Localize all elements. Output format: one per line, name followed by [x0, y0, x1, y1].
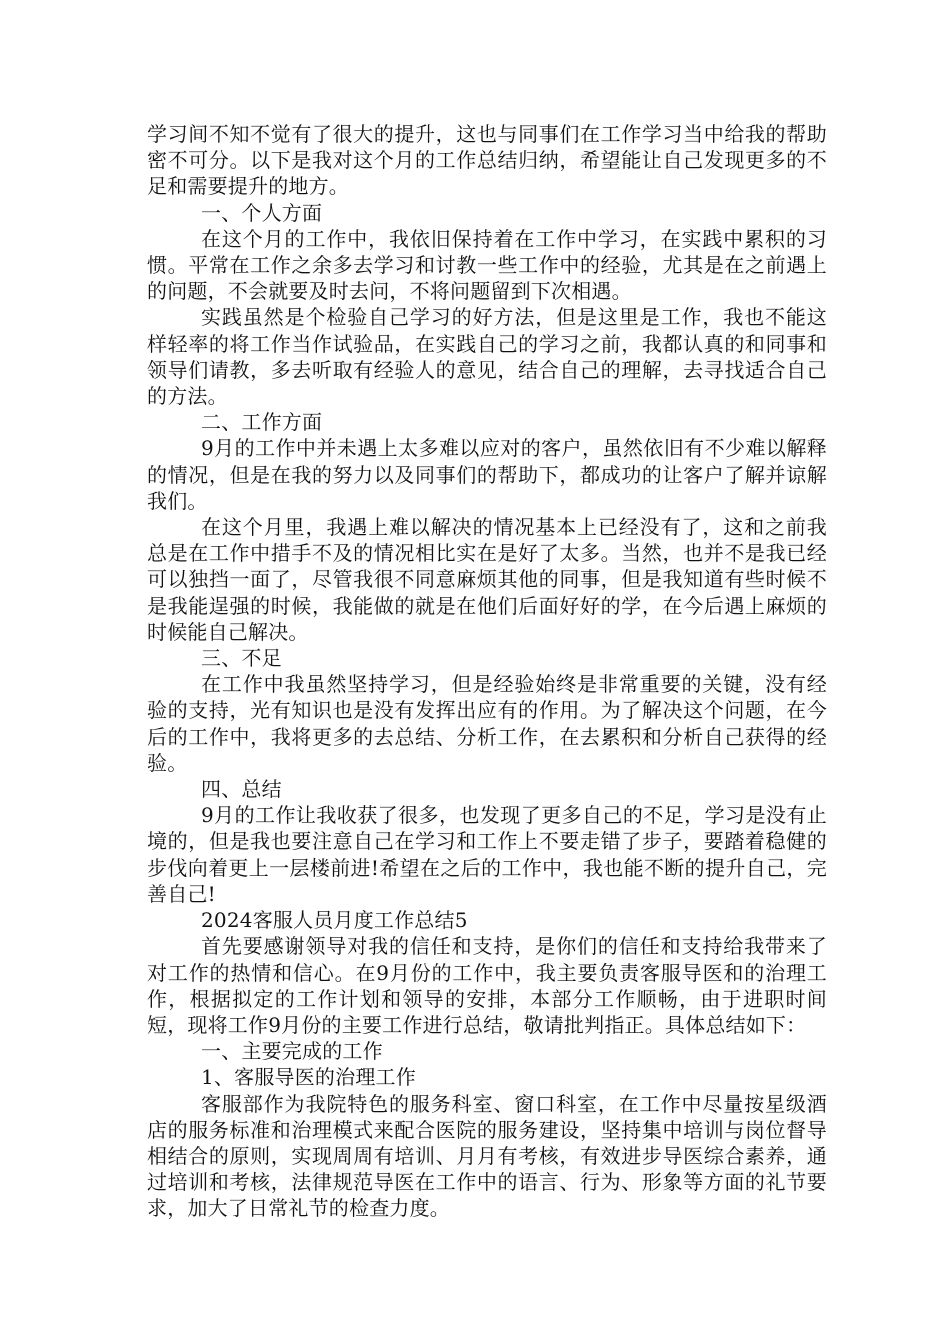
heading-summary: 四、总结: [201, 777, 282, 802]
paragraph-personal-2: 实践虽然是个检验自己学习的好方法，但是这里是工作，我也不能这样轻率的将工作当作试验品，在实践自己的学习之前，我都认真的和同事和领导们请教，多去听取有经验人的意见，结合自己的理解，去寻找适合自己的方法。: [147, 305, 827, 409]
paragraph-thanks: 首先要感谢领导对我的信任和支持，是你们的信任和支持给我带来了对工作的热情和信心。在9月份的工作中，我主要负责客服导医和的治理工作，根据拟定的工作计划和领导的安排，本部分工作顺畅，由于进职时间短，现将工作9月份的主要工作进行总结，敬请批判指正。具体总结如下：: [147, 934, 827, 1037]
paragraph-work-1: 9月的工作中并未遇上太多难以应对的客户，虽然依旧有不少难以解释的情况，但是在我的努力以及同事们的帮助下，都成功的让客户了解并谅解我们。: [147, 436, 827, 513]
paragraph-work-2: 在这个月里，我遇上难以解决的情况基本上已经没有了，这和之前我总是在工作中措手不及的情况相比实在是好了太多。当然，也并不是我已经可以独挡一面了，尽管我很不同意麻烦其他的同事，但是我知道有些时候不是我能逞强的时候，我能做的就是在他们后面好好的学，在今后遇上麻烦的时候能自己解决。: [147, 515, 827, 644]
document-body: [147, 121, 827, 1222]
paragraph-service-guidance: 客服部作为我院特色的服务科室、窗口科室，在工作中尽量按星级酒店的服务标准和治理模式来配合医院的服务建设，坚持集中培训与岗位督导相结合的原则，实现周周有培训、月月有考核，有效进步导医综合素养，通过培训和考核，法律规范导医在工作中的语言、行为、形象等方面的礼节要求，加大了日常礼节的检查力度。: [147, 1091, 827, 1221]
paragraph-shortcomings: 在工作中我虽然坚持学习，但是经验始终是非常重要的关键，没有经验的支持，光有知识也是没有发挥出应有的作用。为了解决这个问题，在今后的工作中，我将更多的去总结、分析工作，在去累积和分析自己获得的经验。: [147, 672, 827, 775]
heading-main-work: 一、主要完成的工作: [201, 1039, 383, 1064]
paragraph-summary: 9月的工作让我收获了很多，也发现了更多自己的不足，学习是没有止境的，但是我也要注意自己在学习和工作上不要走错了步子，要踏着稳健的步伐向着更上一层楼前进!希望在之后的工作中，我也能不断的提升自己，完善自己!: [147, 803, 827, 906]
paragraph-personal-1: 在这个月的工作中，我依旧保持着在工作中学习，在实践中累积的习惯。平常在工作之余多去学习和讨教一些工作中的经验，尤其是在之前遇上的问题，不会就要及时去问，不将问题留到下次相遇。: [147, 226, 827, 304]
heading-shortcomings: 三、不足: [201, 646, 282, 671]
heading-service-guidance: 1、客服导医的治理工作: [201, 1065, 416, 1090]
heading-personal: 一、个人方面: [201, 200, 323, 225]
heading-section-title: 2024客服人员月度工作总结5: [201, 908, 468, 933]
paragraph-intro: 学习间不知不觉有了很大的提升，这也与同事们在工作学习当中给我的帮助密不可分。以下是我对这个月的工作总结归纳，希望能让自己发现更多的不足和需要提升的地方。: [147, 122, 827, 199]
heading-work: 二、工作方面: [201, 410, 323, 435]
